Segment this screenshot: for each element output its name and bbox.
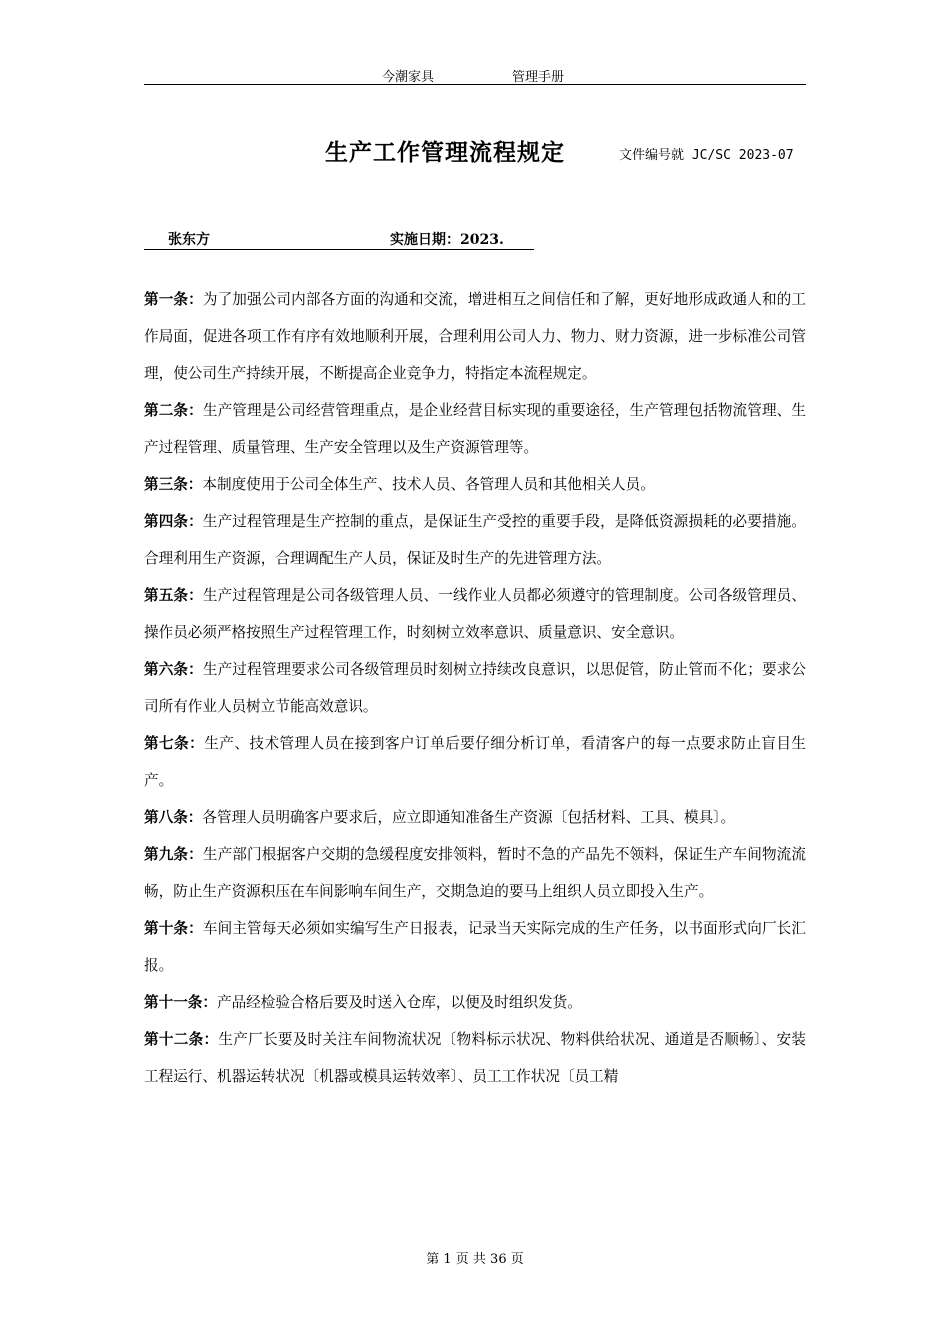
header-manual: 管理手册 — [512, 70, 565, 85]
article-label: 第九条： — [144, 846, 203, 863]
article-label: 第二条： — [144, 402, 203, 419]
page-footer — [0, 1248, 950, 1267]
article-text: 生产过程管理是公司各级管理人员、一线作业人员都必须遵守的管理制度。公司各级管理员、操作员必须严格按照生产过程管理工作，时刻树立效率意识、质量意识、安全意识。 — [144, 587, 806, 641]
article-label: 第三条： — [144, 476, 203, 493]
article-label: 第六条： — [144, 661, 203, 678]
article-text: 生产、技术管理人员在接到客户订单后要仔细分析订单，看清客户的每一点要求防止盲目生产。 — [144, 735, 806, 789]
header-company: 今潮家具 — [382, 70, 435, 85]
article-paragraph — [144, 1021, 806, 1095]
article-paragraph — [144, 466, 806, 503]
article-text: 生产过程管理要求公司各级管理员时刻树立持续改良意识，以思促管，防止管而不化；要求公司所有作业人员树立节能高效意识。 — [144, 661, 806, 715]
article-label: 第七条： — [144, 735, 205, 752]
article-paragraph — [144, 281, 806, 392]
article-paragraph — [144, 910, 806, 984]
title-row — [0, 134, 950, 168]
page-number: 第 1 页 共 36 页 — [426, 1252, 524, 1267]
article-label: 第十一条： — [144, 994, 217, 1011]
article-label: 第一条： — [144, 291, 203, 308]
article-label: 第四条： — [144, 513, 203, 530]
article-text: 生产厂长要及时关注车间物流状况〔物料标示状况、物料供给状况、通道是否顺畅〕、安装工程运行、机器运转状况〔机器或模具运转效率〕、员工工作状况〔员工精 — [144, 1031, 806, 1085]
article-text: 生产部门根据客户交期的急缓程度安排领料，暂时不急的产品先不领料，保证生产车间物流流畅，防止生产资源积压在车间影响车间生产，交期急迫的要马上组织人员立即投入生产。 — [144, 846, 806, 900]
document-title: 生产工作管理流程规定 — [325, 139, 565, 166]
article-text: 本制度使用于公司全体生产、技术人员、各管理人员和其他相关人员。 — [202, 476, 655, 493]
article-text: 车间主管每天必须如实编写生产日报表，记录当天实际完成的生产任务，以书面形式向厂长汇报。 — [144, 920, 806, 974]
page-header — [144, 64, 806, 85]
article-paragraph — [144, 392, 806, 466]
author-name: 张东方 — [168, 232, 210, 248]
article-paragraph — [144, 651, 806, 725]
document-number: 文件编号就 JC/SC 2023-07 — [619, 148, 794, 163]
article-text: 各管理人员明确客户要求后，应立即通知准备生产资源〔包括材料、工具、模具〕。 — [202, 809, 736, 826]
article-paragraph — [144, 503, 806, 577]
article-label: 第十条： — [144, 920, 203, 937]
article-text: 生产管理是公司经营管理重点，是企业经营目标实现的重要途径，生产管理包括物流管理、生产过程管理、质量管理、生产安全管理以及生产资源管理等。 — [144, 402, 806, 456]
article-paragraph — [144, 836, 806, 910]
article-text: 生产过程管理是生产控制的重点，是保证生产受控的重要手段，是降低资源损耗的必要措施。合理利用生产资源，合理调配生产人员，保证及时生产的先进管理方法。 — [144, 513, 806, 567]
article-paragraph — [144, 984, 806, 1021]
article-label: 第五条： — [144, 587, 203, 604]
article-label: 第八条： — [144, 809, 203, 826]
article-text: 产品经检验合格后要及时送入仓库，以便及时组织发货。 — [216, 994, 582, 1011]
article-paragraph — [144, 725, 806, 799]
document-meta — [144, 229, 534, 250]
article-paragraph — [144, 577, 806, 651]
article-paragraph — [144, 799, 806, 836]
document-body — [144, 281, 806, 1095]
article-label: 第十二条： — [144, 1031, 219, 1048]
article-text: 为了加强公司内部各方面的沟通和交流，增进相互之间信任和了解，更好地形成政通人和的工作局面，促进各项工作有序有效地顺利开展，合理利用公司人力、物力、财力资源，进一步标准公司管理，使公司生产持续开展，不断提高企业竞争力，特指定本流程规定。 — [144, 291, 806, 382]
effective-date: 实施日期：2023. — [390, 232, 504, 248]
